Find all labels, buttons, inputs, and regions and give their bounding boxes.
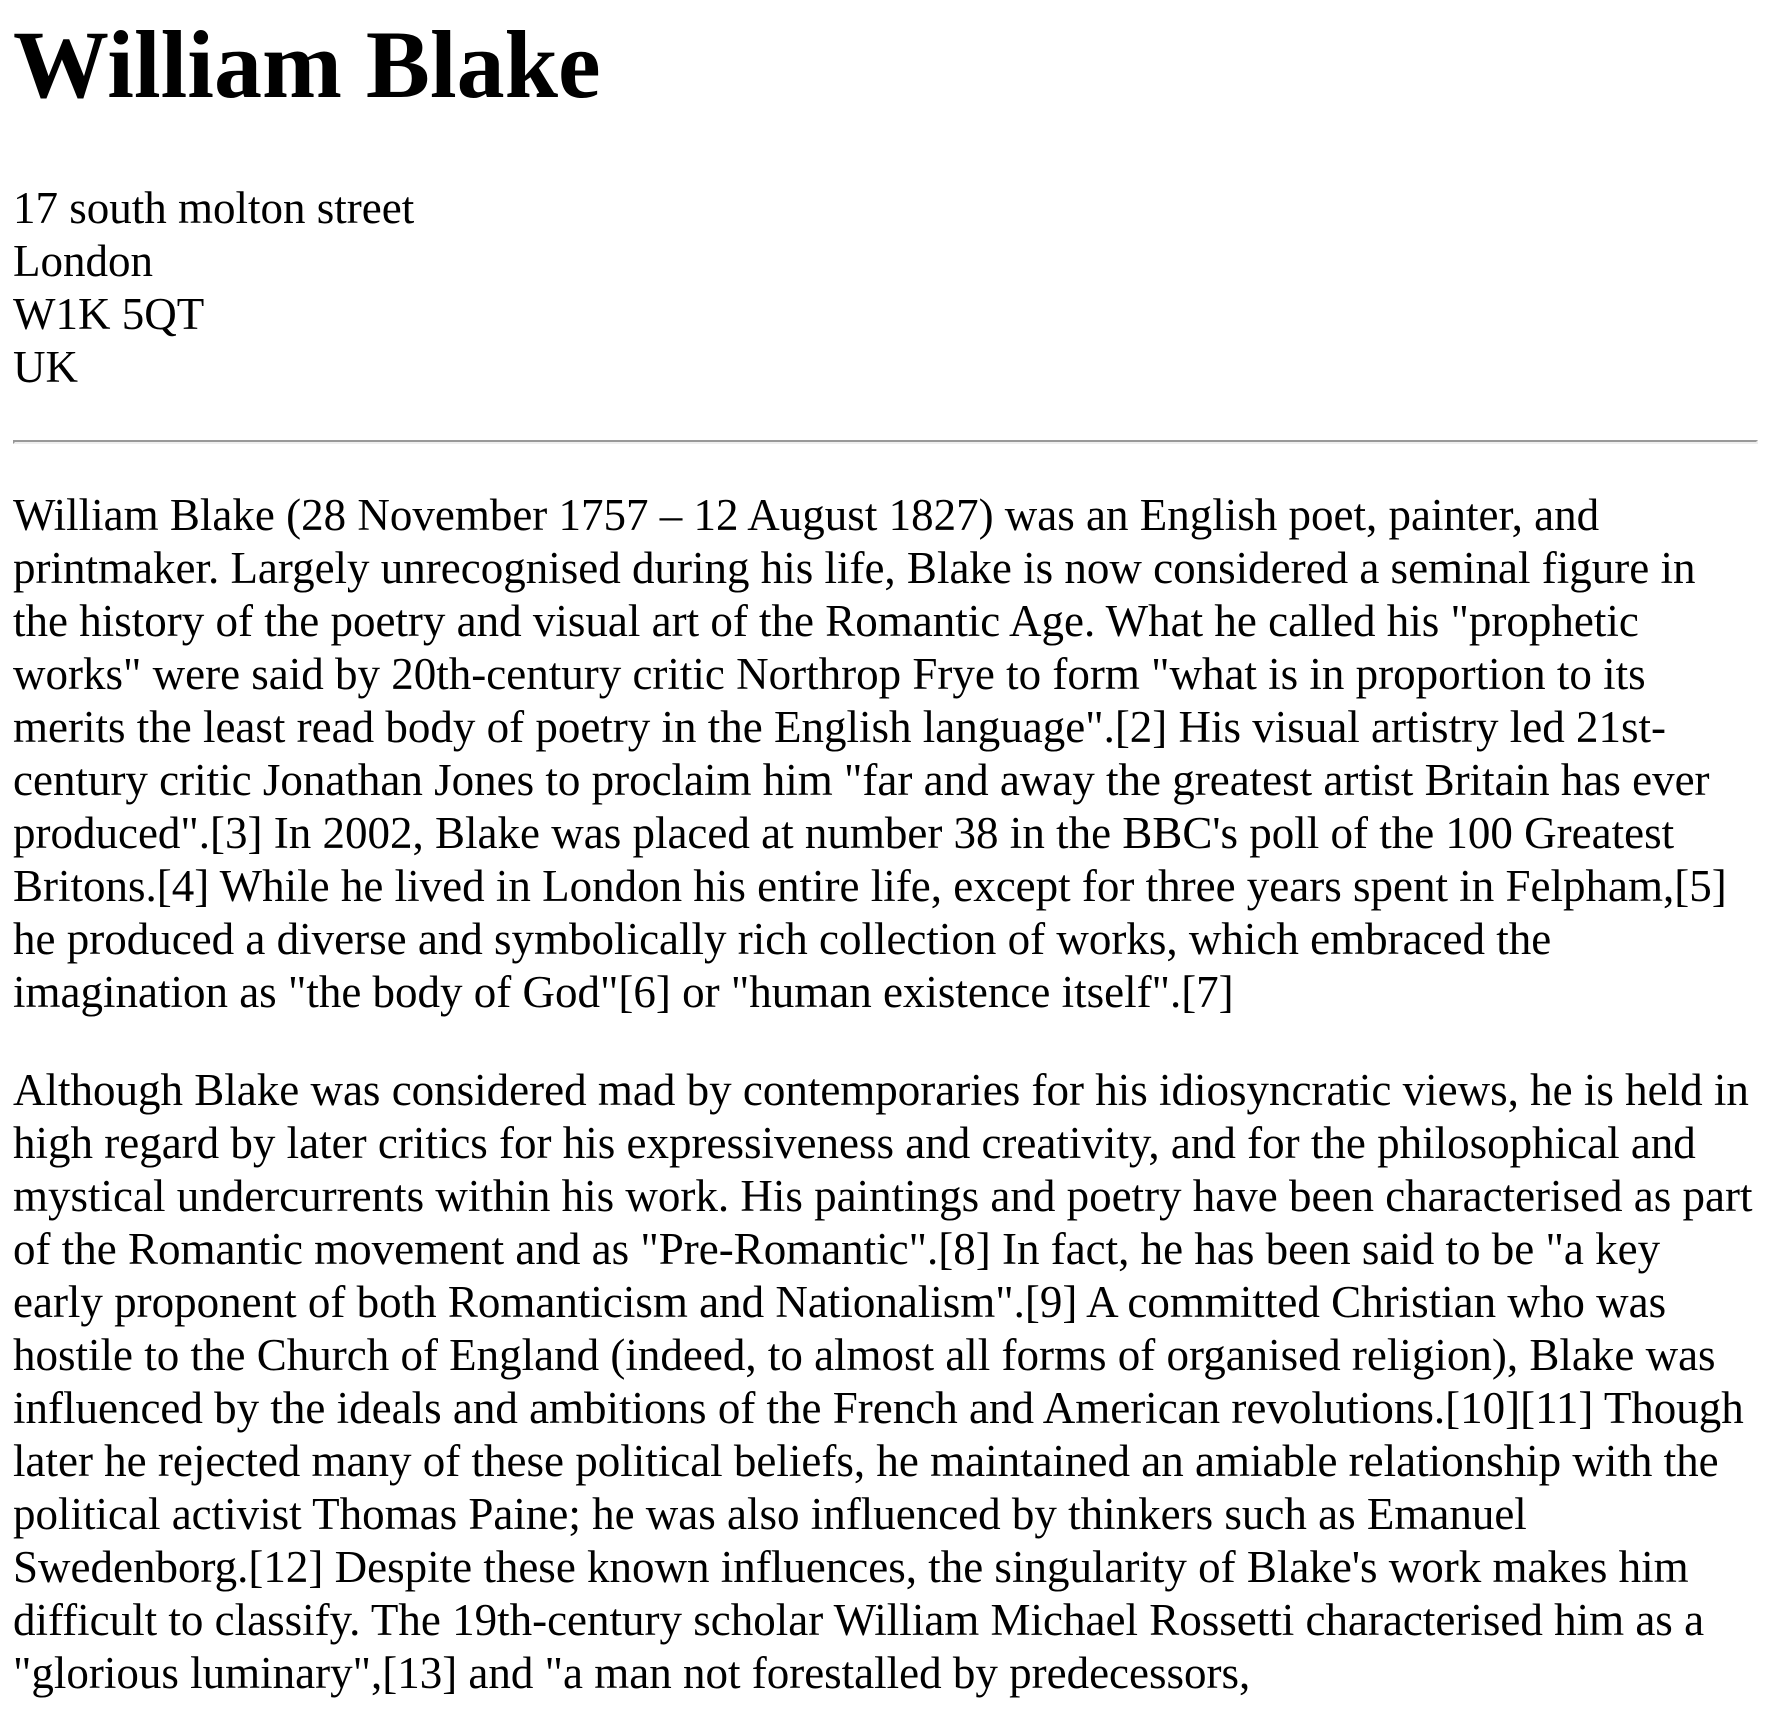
address-block: [13, 182, 1758, 394]
page-title: William Blake: [13, 11, 601, 118]
address-line-city: London: [13, 236, 153, 287]
biography-paragraph-2: Although Blake was considered mad by contemporaries for his idiosyncratic views, he is held in high regard by later critics for his expressiveness and creativity, and for the philosophical and mystical undercurrents within his work. His paintings and poetry have been characterised as part of the Romantic movement and as "Pre-Romantic".[8] In fact, he has been said to be "a key early proponent of both Romanticism and Nationalism".[9] A committed Christian who was hostile to the Church of England (indeed, to almost all forms of organised religion), Blake was influenced by the ideals and ambitions of the French and American revolutions.[10][11] Though later he rejected many of these political beliefs, he maintained an amiable relationship with the political activist Thomas Paine; he was also influenced by thinkers such as Emanuel Swedenborg.[12] Despite these known influences, the singularity of Blake's work makes him difficult to classify. The 19th-century scholar William Michael Rossetti characterised him as a "glorious luminary",[13] and "a man not forestalled by predecessors,: [13, 1065, 1753, 1699]
address-line-postcode: W1K 5QT: [13, 289, 205, 340]
address-line-street: 17 south molton street: [13, 183, 415, 234]
address-line-country: UK: [13, 342, 78, 393]
horizontal-rule: [13, 440, 1758, 444]
biography-paragraph-1: William Blake (28 November 1757 – 12 August 1827) was an English poet, painter, and printmaker. Largely unrecognised during his life, Blake is now considered a seminal figure in the history of the poetry and visual art of the Romantic Age. What he called his "prophetic works" were said by 20th-century critic Northrop Frye to form "what is in proportion to its merits the least read body of poetry in the English language".[2] His visual artistry led 21st-century critic Jonathan Jones to proclaim him "far and away the greatest artist Britain has ever produced".[3] In 2002, Blake was placed at number 38 in the BBC's poll of the 100 Greatest Britons.[4] While he lived in London his entire life, except for three years spent in Felpham,[5] he produced a diverse and symbolically rich collection of works, which embraced the imagination as "the body of God"[6] or "human existence itself".[7]: [13, 490, 1727, 1018]
